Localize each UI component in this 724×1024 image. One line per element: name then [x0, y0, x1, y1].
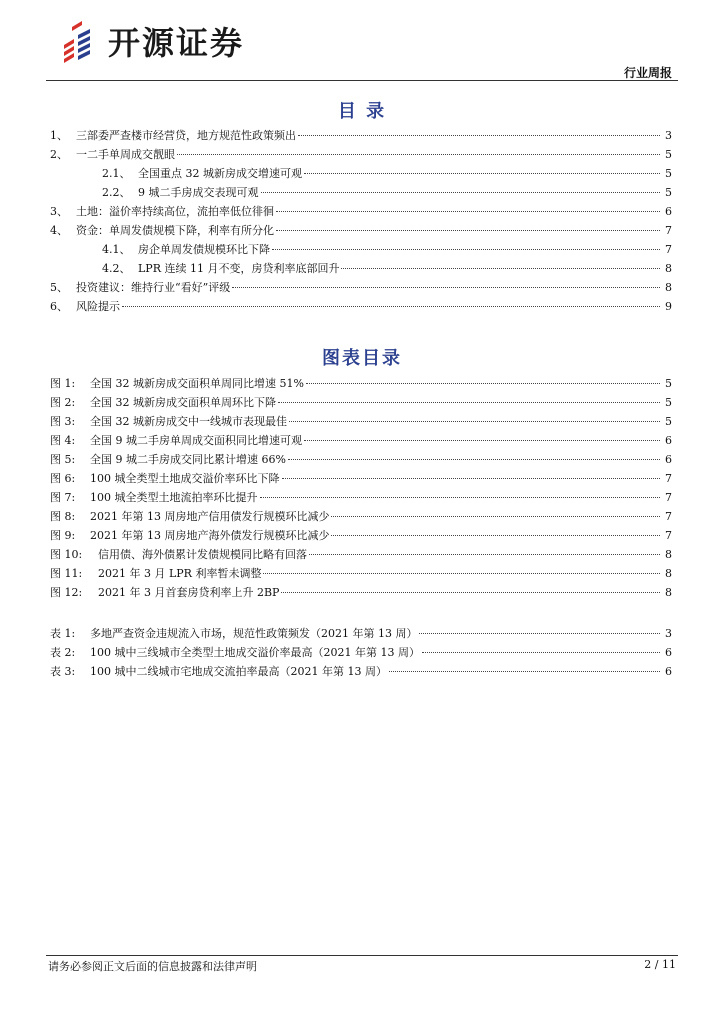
figure-number: 图 6: — [50, 472, 76, 485]
toc-subitem[interactable] — [102, 242, 672, 258]
toc-item-page: 7 — [665, 243, 672, 256]
toc-item-number: 1、 — [50, 129, 68, 142]
figure-label: 2021 年第 13 周房地产信用债发行规模环比减少 — [90, 510, 330, 523]
toc-item-page: 9 — [665, 300, 672, 313]
figure-page: 5 — [665, 377, 672, 390]
figure-label: 全国 32 城新房成交面积单周同比增速 51% — [90, 377, 304, 390]
leader-dots — [282, 478, 661, 479]
figure-number: 图 3: — [50, 415, 76, 428]
toc-item-label: 9 城二手房成交表现可观 — [138, 186, 259, 199]
leader-dots — [289, 421, 660, 422]
leader-dots — [419, 633, 660, 634]
figure-number: 图 2: — [50, 396, 76, 409]
toc-item-label: 一二手单周成交靓眼 — [76, 148, 175, 161]
figure-page: 7 — [665, 491, 672, 504]
leader-dots — [306, 383, 660, 384]
toc-item-label: 投资建议：维持行业“看好”评级 — [76, 281, 231, 294]
figure-number: 图 10: — [50, 548, 83, 561]
report-type-label: 行业周报 — [623, 66, 672, 80]
leader-dots — [261, 192, 661, 193]
figure-item[interactable] — [50, 414, 672, 430]
page-header — [0, 0, 724, 84]
figure-number: 图 11: — [50, 567, 83, 580]
toc-item[interactable] — [50, 147, 672, 163]
table-number: 表 1: — [50, 627, 76, 640]
toc-item-page: 5 — [665, 148, 672, 161]
figure-page: 6 — [665, 434, 672, 447]
figure-item[interactable] — [50, 452, 672, 468]
page-indicator: 2 / 11 — [644, 958, 676, 971]
toc-item-label: 全国重点 32 城新房成交增速可观 — [138, 167, 302, 180]
toc-item-number: 4.1、 — [102, 243, 131, 256]
company-logo — [60, 18, 244, 64]
figure-page: 5 — [665, 396, 672, 409]
figure-item[interactable] — [50, 566, 672, 582]
toc-item-page: 7 — [665, 224, 672, 237]
figure-label: 2021 年 3 月 LPR 利率暂未调整 — [98, 567, 262, 580]
toc-item-label: 风险提示 — [76, 300, 120, 313]
figure-label: 全国 9 城二手房单周成交面积同比增速可观 — [90, 434, 302, 447]
logo-mark-icon — [60, 19, 100, 63]
leader-dots — [304, 173, 660, 174]
leader-dots — [278, 402, 660, 403]
footer-disclaimer: 请务必参阅正文后面的信息披露和法律声明 — [48, 960, 257, 973]
toc-subitem[interactable] — [102, 166, 672, 182]
leader-dots — [341, 268, 660, 269]
figure-list-title: 图表目录 — [322, 348, 402, 369]
figure-number: 图 4: — [50, 434, 76, 447]
figure-page: 5 — [665, 415, 672, 428]
figure-item[interactable] — [50, 528, 672, 544]
leader-dots — [331, 516, 660, 517]
figure-number: 图 7: — [50, 491, 76, 504]
leader-dots — [263, 573, 660, 574]
figure-label: 全国 9 城二手房成交同比累计增速 66% — [90, 453, 286, 466]
leader-dots — [281, 592, 660, 593]
figure-number: 图 5: — [50, 453, 76, 466]
table-page: 6 — [665, 665, 672, 678]
toc-item-number: 2.2、 — [102, 186, 131, 199]
leader-dots — [298, 135, 660, 136]
leader-dots — [331, 535, 660, 536]
toc-item-number: 2、 — [50, 148, 68, 161]
figure-page: 8 — [665, 567, 672, 580]
table-label: 100 城中三线城市全类型土地成交溢价率最高（2021 年第 13 周） — [90, 646, 420, 659]
toc-item[interactable] — [50, 223, 672, 239]
logo-text: 开源证券 — [108, 24, 245, 62]
toc-item-number: 4、 — [50, 224, 68, 237]
figure-label: 全国 32 城新房成交中一线城市表现最佳 — [90, 415, 287, 428]
figure-label: 100 城全类型土地成交溢价率环比下降 — [90, 472, 280, 485]
figure-label: 信用债、海外债累计发债规模同比略有回落 — [98, 548, 307, 561]
figure-number: 图 12: — [50, 586, 83, 599]
toc-item-number: 3、 — [50, 205, 68, 218]
figure-item[interactable] — [50, 585, 672, 601]
leader-dots — [309, 554, 660, 555]
leader-dots — [276, 230, 660, 231]
figure-label: 2021 年第 13 周房地产海外债发行规模环比减少 — [90, 529, 330, 542]
figure-item[interactable] — [50, 395, 672, 411]
figure-page: 7 — [665, 529, 672, 542]
toc-item[interactable] — [50, 280, 672, 296]
figure-number: 图 1: — [50, 377, 76, 390]
figure-number: 图 8: — [50, 510, 76, 523]
footer-divider — [46, 955, 678, 956]
figure-label: 100 城全类型土地流拍率环比提升 — [90, 491, 258, 504]
toc-item[interactable] — [50, 299, 672, 315]
toc-item-label: LPR 连续 11 月不变，房贷利率底部回升 — [138, 262, 340, 275]
leader-dots — [389, 671, 660, 672]
toc-item-page: 5 — [665, 186, 672, 199]
table-page: 6 — [665, 646, 672, 659]
toc-item-number: 4.2、 — [102, 262, 131, 275]
toc-item-number: 5、 — [50, 281, 68, 294]
toc-item-page: 8 — [665, 281, 672, 294]
table-item[interactable] — [50, 664, 672, 680]
figure-page: 7 — [665, 510, 672, 523]
leader-dots — [272, 249, 660, 250]
leader-dots — [304, 440, 660, 441]
toc-item-page: 3 — [665, 129, 672, 142]
table-item[interactable] — [50, 645, 672, 661]
toc-subitem[interactable] — [102, 185, 672, 201]
table-item[interactable] — [50, 626, 672, 642]
figure-item[interactable] — [50, 376, 672, 392]
figure-item[interactable] — [50, 547, 672, 563]
leader-dots — [260, 497, 661, 498]
toc-title: 目 录 — [337, 101, 387, 122]
table-number: 表 2: — [50, 646, 76, 659]
toc-item[interactable] — [50, 128, 672, 144]
figure-label: 全国 32 城新房成交面积单周环比下降 — [90, 396, 276, 409]
toc-item-number: 2.1、 — [102, 167, 131, 180]
figure-item[interactable] — [50, 471, 672, 487]
toc-item-page: 5 — [665, 167, 672, 180]
leader-dots — [276, 211, 660, 212]
toc-item[interactable] — [50, 204, 672, 220]
table-page: 3 — [665, 627, 672, 640]
table-label: 多地严查资金违规流入市场，规范性政策频发（2021 年第 13 周） — [90, 627, 418, 640]
figure-page: 6 — [665, 453, 672, 466]
table-number: 表 3: — [50, 665, 76, 678]
table-label: 100 城中二线城市宅地成交流拍率最高（2021 年第 13 周） — [90, 665, 387, 678]
toc-item-page: 8 — [665, 262, 672, 275]
toc-item-label: 土地：溢价率持续高位，流拍率低位徘徊 — [76, 205, 274, 218]
header-divider — [46, 80, 678, 81]
toc-item-label: 房企单周发债规模环比下降 — [138, 243, 270, 256]
leader-dots — [177, 154, 660, 155]
toc-item-label: 资金：单周发债规模下降，利率有所分化 — [76, 224, 274, 237]
toc-subitem[interactable] — [102, 261, 672, 277]
figure-number: 图 9: — [50, 529, 76, 542]
toc-item-label: 三部委严查楼市经营贷，地方规范性政策频出 — [76, 129, 296, 142]
leader-dots — [232, 287, 660, 288]
leader-dots — [288, 459, 660, 460]
figure-page: 7 — [665, 472, 672, 485]
figure-item[interactable] — [50, 490, 672, 506]
figure-item[interactable] — [50, 433, 672, 449]
leader-dots — [122, 306, 660, 307]
toc-item-page: 6 — [665, 205, 672, 218]
figure-page: 8 — [665, 548, 672, 561]
figure-label: 2021 年 3 月首套房贷利率上升 2BP — [98, 586, 280, 599]
figure-page: 8 — [665, 586, 672, 599]
leader-dots — [422, 652, 660, 653]
toc-item-number: 6、 — [50, 300, 68, 313]
figure-item[interactable] — [50, 509, 672, 525]
